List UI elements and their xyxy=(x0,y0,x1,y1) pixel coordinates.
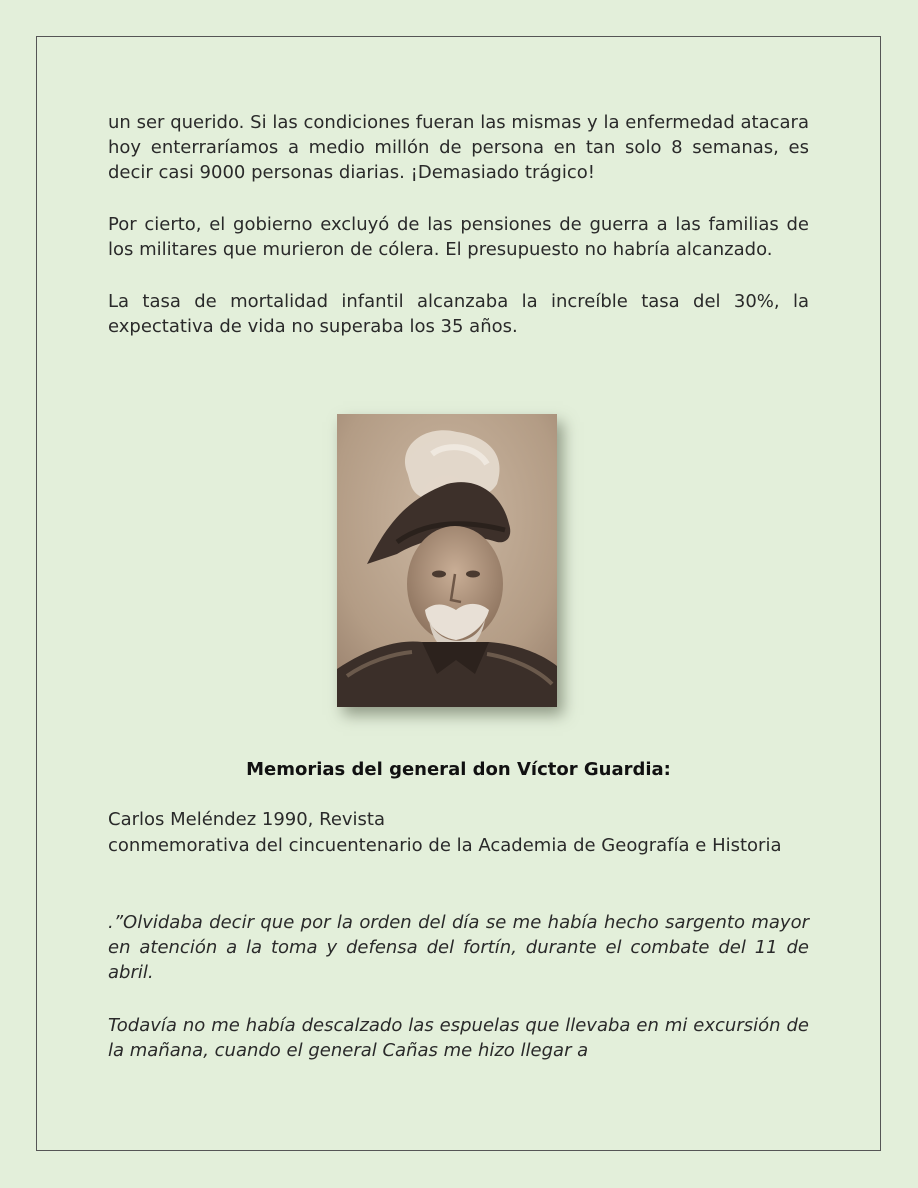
citation-line-2: conmemorativa del cincuentenario de la Academia de Geografía e Historia xyxy=(108,835,782,856)
memoirs-heading: Memorias del general don Víctor Guardia: xyxy=(246,759,671,780)
paragraph-cholera-deaths: un ser querido. Si las condiciones fueran las mismas y la enfermedad atacara hoy enterraríamos a medio millón de persona en tan solo 8 semanas, es decir casi 9000 personas diarias. ¡Demasiado trágico! xyxy=(108,112,809,183)
quote-paragraph-2: Todavía no me había descalzado las espuelas que llevaba en mi excursión de la mañana, cuando el general Cañas me hizo llegar a xyxy=(108,1015,809,1061)
quote-paragraph-1: .”Olvidaba decir que por la orden del día se me había hecho sargento mayor en atención a la toma y defensa del fortín, durante el combate del 11 de abril. xyxy=(108,912,809,983)
paragraph-war-pensions: Por cierto, el gobierno excluyó de las pensiones de guerra a las familias de los militares que murieron de cólera. El presupuesto no habría alcanzado. xyxy=(108,214,809,260)
citation-line-1: Carlos Meléndez 1990, Revista xyxy=(108,809,386,830)
paragraph-infant-mortality: La tasa de mortalidad infantil alcanzaba la increíble tasa del 30%, la expectativa de vida no superaba los 35 años. xyxy=(108,291,809,337)
portrait-photo-general xyxy=(337,414,557,707)
